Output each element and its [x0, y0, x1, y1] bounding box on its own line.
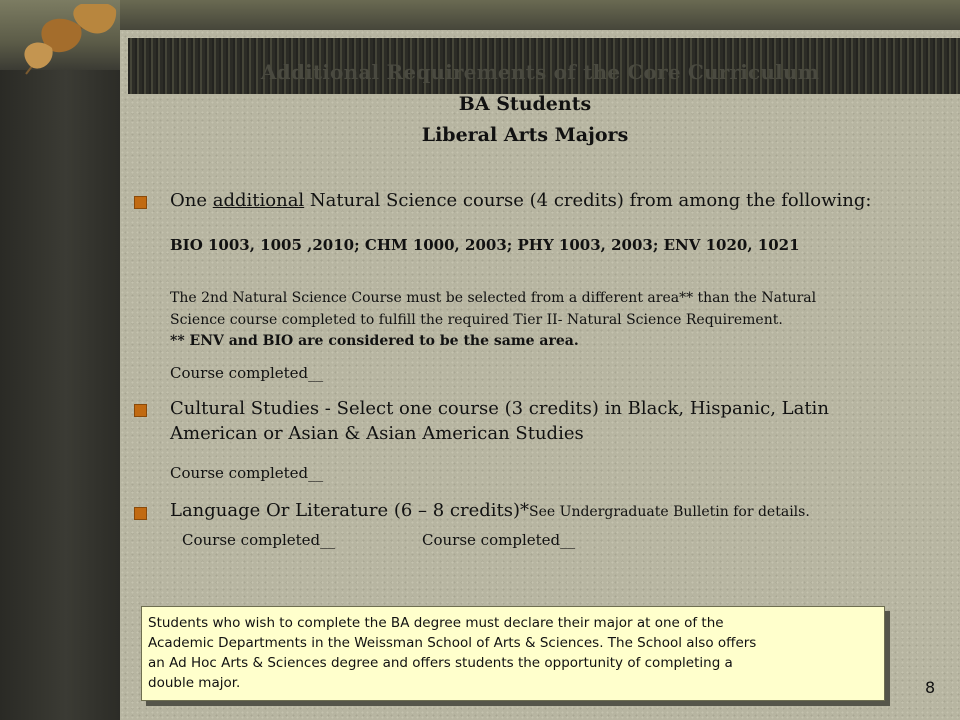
item2-line1: Cultural Studies - Select one course (3 credits) in Black, Hispanic, Latin [170, 398, 829, 419]
note-line: double major. [148, 675, 241, 691]
note-line: an Ad Hoc Arts & Sciences degree and offers students the opportunity of completing a [148, 655, 733, 671]
autumn-leaf-icon [18, 4, 123, 82]
item2-line2: American or Asian & Asian American Studies [170, 423, 584, 444]
top-strip [120, 0, 960, 30]
note-line: Academic Departments in the Weissman School of Arts & Sciences. The School also offers [148, 635, 757, 651]
item2-completed: Course completed__ [170, 464, 324, 482]
item3-completed-2: Course completed__ [422, 531, 576, 549]
item1-note-line1: The 2nd Natural Science Course must be selected from a different area** than the Natural [170, 290, 817, 306]
item1-note-bold: ** ENV and BIO are considered to be the same area. [170, 333, 579, 349]
item1-text [170, 190, 871, 211]
bullet-icon [134, 404, 147, 417]
note-line: Students who wish to complete the BA degree must declare their major at one of the [148, 615, 724, 631]
item3-completed-1: Course completed__ [182, 531, 336, 549]
info-note-box [141, 606, 885, 701]
page-number: 8 [925, 678, 936, 697]
slide-title-line1: Additional Requirements of the Core Curriculum [260, 60, 820, 84]
slide-title-line2: BA Students [458, 93, 592, 115]
item1-post: Natural Science course (4 credits) from among the following: [304, 190, 872, 211]
item3-text [170, 500, 810, 521]
item1-courses: BIO 1003, 1005 ,2010; CHM 1000, 2003; PHY 1003, 2003; ENV 1020, 1021 [170, 236, 800, 254]
left-rail [0, 0, 120, 720]
item1-pre: One [170, 190, 213, 211]
item1-completed: Course completed__ [170, 364, 324, 382]
bullet-icon [134, 507, 147, 520]
item3-main: Language Or Literature (6 – 8 credits)* [170, 500, 530, 521]
slide-title-line3: Liberal Arts Majors [421, 124, 629, 146]
item3-small: See Undergraduate Bulletin for details. [529, 504, 810, 520]
item1-underlined: additional [212, 190, 305, 211]
item1-note-line2: Science course completed to fulfill the required Tier II- Natural Science Requirement. [170, 312, 783, 328]
bullet-icon [134, 196, 147, 209]
